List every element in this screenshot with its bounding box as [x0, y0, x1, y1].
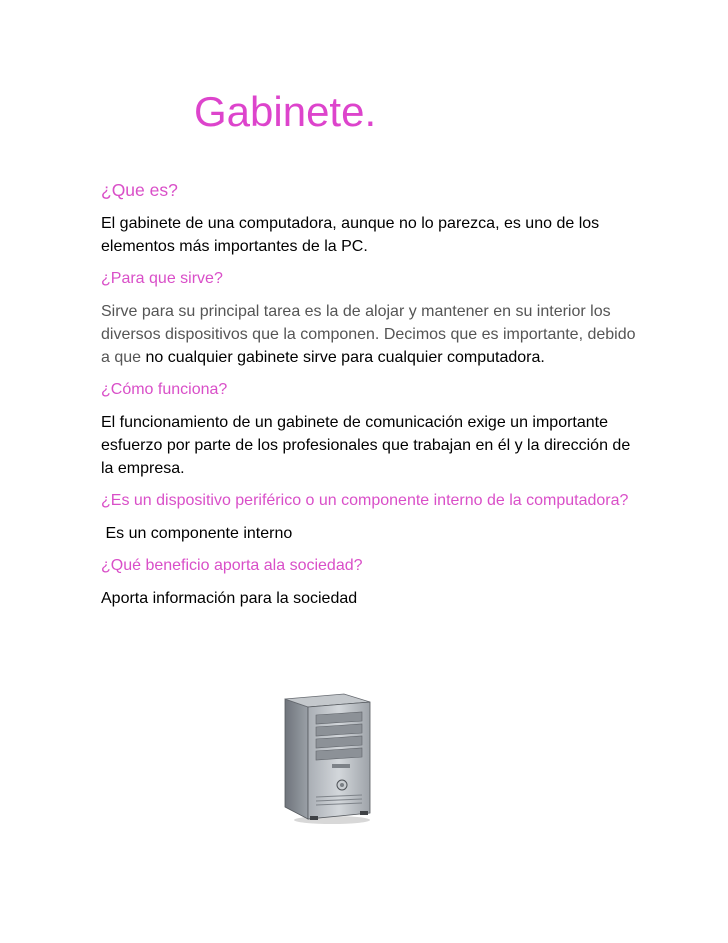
answer-para-que-sirve-part-2: no cualquier gabinete sirve para cualquier computadora.: [145, 349, 545, 366]
question-que-es: ¿Que es?: [101, 180, 178, 200]
answer-beneficio: Aporta información para la sociedad: [101, 590, 358, 607]
answer-como-funciona: El funcionamiento de un gabinete de comunicación exige un importante esfuerzo por parte de los profesionales que trabajan en él y la dirección de la empresa.: [101, 414, 631, 477]
question-para-que-sirve: ¿Para que sirve?: [101, 270, 223, 287]
pc-tower-case-icon: [282, 693, 372, 825]
page-title: Gabinete.: [194, 88, 377, 135]
answer-para-que-sirve: [101, 300, 641, 369]
answer-para-que-sirve-part-1: Sirve para su principal tarea es la de alojar y mantener en su interior los diversos dispositivos que la componen. Decimos que es importante, debido a que: [101, 303, 636, 366]
answer-que-es: El gabinete de una computadora, aunque no lo parezca, es uno de los elementos más importantes de la PC.: [101, 215, 600, 255]
document-body: [101, 178, 641, 610]
question-como-funciona: ¿Cómo funciona?: [101, 381, 228, 398]
pc-tower-case-svg: [282, 693, 372, 825]
answer-periferico-o-interno: Es un componente interno: [101, 525, 293, 542]
question-periferico-o-interno: ¿Es un dispositivo periférico o un componente interno de la computadora?: [101, 492, 629, 509]
question-beneficio: ¿Qué beneficio aporta ala sociedad?: [101, 557, 363, 574]
